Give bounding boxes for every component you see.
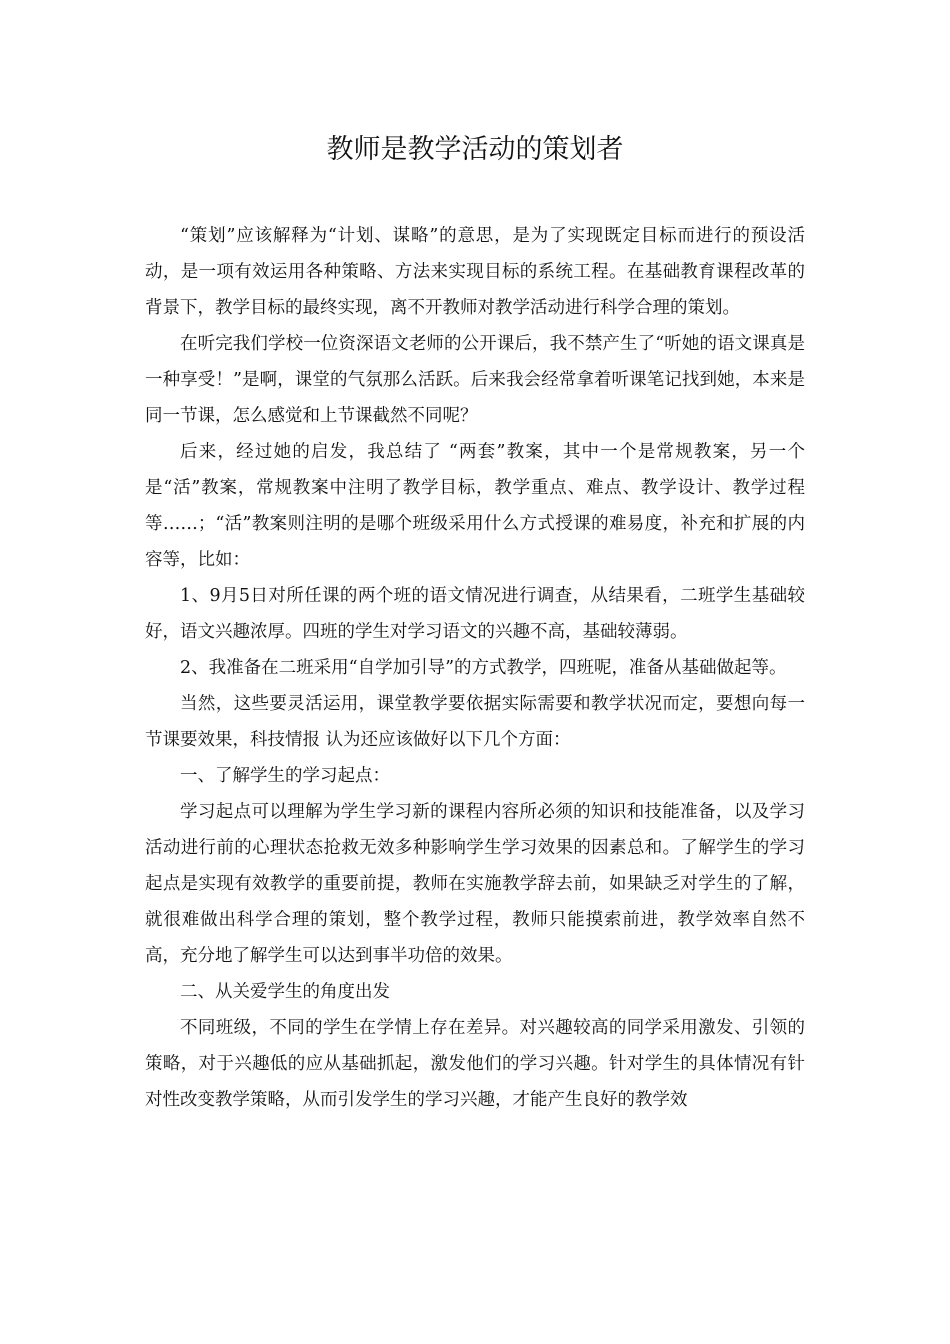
paragraph-two-plans: 后来，经过她的启发，我总结了 “两套”教案，其中一个是常规教案，另一个是“活”教案，常规教案中注明了教学目标，教学重点、难点、教学设计、教学过程等……；“活”教案则注明的是哪个班级采用什么方式授课的难易度，补充和扩展的内容等，比如： bbox=[145, 442, 805, 570]
section-heading-1: 一、了解学生的学习起点： bbox=[180, 766, 390, 786]
document-body bbox=[145, 218, 805, 1118]
paragraph-intro: “策划”应该解释为“计划、谋略”的意思，是为了实现既定目标而进行的预设活动，是一项有效运用各种策略、方法来实现目标的系统工程。在基础教育课程改革的背景下，教学目标的最终实现，离不开教师对教学活动进行科学合理的策划。 bbox=[145, 226, 805, 318]
paragraph-aspects: 当然，这些要灵活运用，课堂教学要依据实际需要和教学状况而定，要想向每一节课要效果，科技情报 认为还应该做好以下几个方面： bbox=[145, 694, 805, 750]
paragraph-item-1: 1、9月5日对所任课的两个班的语文情况进行调查，从结果看，二班学生基础较好，语文兴趣浓厚。四班的学生对学习语文的兴趣不高，基础较薄弱。 bbox=[145, 586, 805, 642]
paragraph-observation: 在听完我们学校一位资深语文老师的公开课后，我不禁产生了“听她的语文课真是一种享受！”是啊，课堂的气氛那么活跃。后来我会经常拿着听课笔记找到她，本来是同一节课，怎么感觉和上节课截然不同呢？ bbox=[145, 334, 805, 426]
section-heading-2: 二、从关爱学生的角度出发 bbox=[180, 982, 390, 1002]
paragraph-item-2: 2、我准备在二班采用“自学加引导”的方式教学，四班呢，准备从基础做起等。 bbox=[180, 658, 787, 678]
paragraph-care-students: 不同班级，不同的学生在学情上存在差异。对兴趣较高的同学采用激发、引领的策略，对于兴趣低的应从基础抓起，激发他们的学习兴趣。针对学生的具体情况有针对性改变教学策略，从而引发学生的学习兴趣，才能产生良好的教学效 bbox=[145, 1018, 805, 1110]
document-title: 教师是教学活动的策划者 bbox=[326, 134, 624, 165]
paragraph-learning-start: 学习起点可以理解为学生学习新的课程内容所必须的知识和技能准备，以及学习活动进行前的心理状态抢救无效多种影响学生学习效果的因素总和。了解学生的学习起点是实现有效教学的重要前提，教师在实施教学辞去前，如果缺乏对学生的了解，就很难做出科学合理的策划，整个教学过程，教师只能摸索前进，教学效率自然不高，充分地了解学生可以达到事半功倍的效果。 bbox=[145, 802, 805, 966]
